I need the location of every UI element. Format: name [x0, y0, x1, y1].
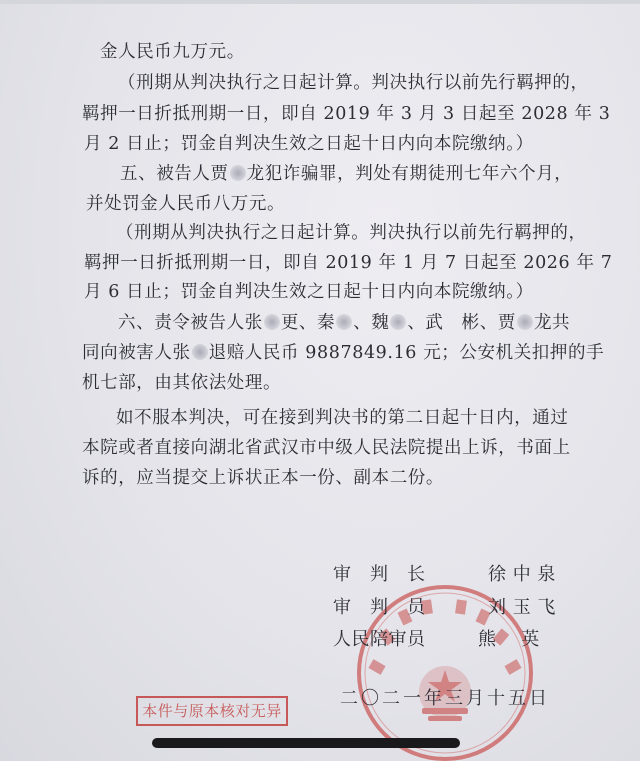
signature-row-presiding-judge: [333, 560, 556, 586]
redaction-blur: [517, 314, 533, 330]
signature-role: 审 判 员: [333, 597, 426, 618]
text-line-8: 羁押一日折抵刑期一日，即自 2019 年 1 月 7 日起至 2026 年 7: [84, 253, 613, 273]
text-fragment: 六、责令被告人张: [118, 313, 263, 333]
signature-name: 熊 英: [477, 629, 540, 650]
text-line-4: 月 2 日止；罚金自判决生效之日起十日内向本院缴纳。）: [84, 134, 534, 154]
redaction-blur: [230, 165, 246, 181]
text-line-9: 月 6 日止；罚金自判决生效之日起十日内向本院缴纳。）: [84, 282, 534, 302]
signature-role: 人民陪审员: [333, 629, 426, 650]
redaction-blur: [264, 314, 280, 330]
copy-verified-stamp: 本件与原本核对无异: [136, 696, 288, 726]
text-line-12: 机七部，由其依法处理。: [82, 373, 282, 393]
text-fragment: 同向被害人张: [82, 343, 191, 363]
text-fragment: 龙犯诈骗罪，判处有期徒刑七年六个月，: [246, 164, 573, 184]
text-line-5: [120, 160, 572, 185]
text-fragment: 龙共: [533, 313, 571, 333]
text-fragment: 更、秦: [280, 313, 336, 333]
text-line-3: 羁押一日折抵刑期一日，即自 2019 年 3 月 3 日起至 2028 年 3: [82, 104, 611, 124]
redaction-blur: [192, 344, 208, 360]
redaction-blur: [336, 314, 352, 330]
signature-role: 审 判 长: [333, 564, 426, 585]
text-line-11: [82, 339, 604, 364]
signature-row-judge: [333, 593, 556, 619]
text-line-2: （刑期从判决执行之日起计算。判决执行以前先行羁押的，: [118, 73, 589, 93]
text-line-15: 诉的，应当提交上诉状正本一份、副本二份。: [82, 468, 444, 488]
text-line-10: [118, 309, 570, 334]
text-line-14: 本院或者直接向湖北省武汉市中级人民法院提出上诉，书面上: [82, 438, 571, 458]
signature-name: 刘 玉 飞: [487, 597, 556, 618]
text-fragment: 、魏: [353, 313, 390, 333]
redaction-blur: [390, 314, 406, 330]
signature-name: 徐 中 泉: [487, 564, 556, 585]
text-line-7: （刑期从判决执行之日起计算。判决执行以前先行羁押的，: [116, 223, 587, 243]
text-line-1: 金人民币九万元。: [100, 42, 245, 62]
text-line-6: 并处罚金人民币八万元。: [86, 194, 286, 214]
text-fragment: 、武 彬、贾: [407, 313, 516, 333]
text-line-13: 如不服本判决，可在接到判决书的第二日起十日内，通过: [116, 408, 569, 428]
paper-top-edge: [0, 0, 640, 4]
judgment-date: 二〇二一年三月十五日: [340, 688, 550, 709]
text-fragment: 五、被告人贾: [120, 164, 229, 184]
signature-row-assessor: [333, 625, 540, 651]
home-indicator[interactable]: [152, 738, 460, 748]
text-fragment: 退赔人民币 9887849.16 元；公安机关扣押的手: [208, 343, 605, 363]
